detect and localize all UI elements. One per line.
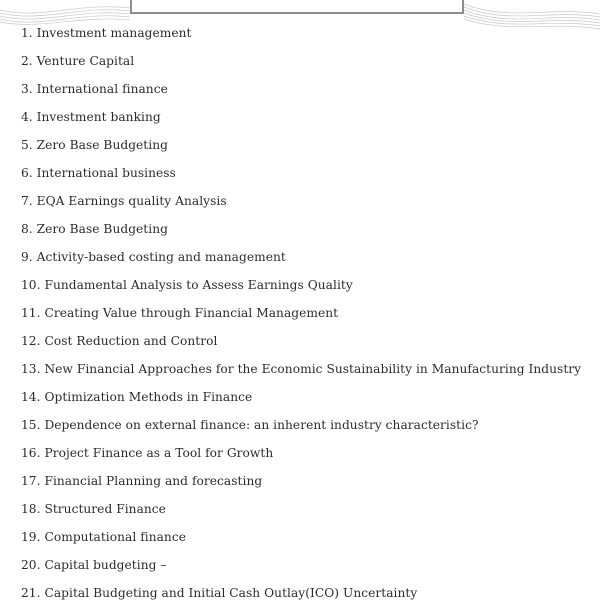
- list-item: 14. Optimization Methods in Finance: [21, 390, 253, 404]
- list-item: 12. Cost Reduction and Control: [21, 334, 218, 348]
- title-box-border: [130, 0, 464, 14]
- topic-list: [21, 24, 600, 600]
- list-item: 19. Computational finance: [21, 530, 186, 544]
- list-item: 13. New Financial Approaches for the Economic Sustainability in Manufacturing Industry: [21, 362, 582, 376]
- list-item: 17. Financial Planning and forecasting: [21, 474, 263, 488]
- list-item: 2. Venture Capital: [21, 54, 135, 68]
- list-item: 18. Structured Finance: [21, 502, 166, 516]
- list-item: 4. Investment banking: [21, 110, 161, 124]
- list-item: 11. Creating Value through Financial Management: [21, 306, 339, 320]
- list-item: 21. Capital Budgeting and Initial Cash Outlay(ICO) Uncertainty: [21, 586, 418, 600]
- list-item: 8. Zero Base Budgeting: [21, 222, 168, 236]
- list-item: 7. EQA Earnings quality Analysis: [21, 194, 227, 208]
- list-item: 20. Capital budgeting –: [21, 558, 167, 572]
- list-item: 15. Dependence on external finance: an inherent industry characteristic?: [21, 418, 479, 432]
- list-item: 9. Activity-based costing and management: [21, 250, 286, 264]
- list-item: 1. Investment management: [21, 26, 192, 40]
- list-item: 6. International business: [21, 166, 176, 180]
- list-item: 10. Fundamental Analysis to Assess Earnings Quality: [21, 278, 353, 292]
- list-item: 3. International finance: [21, 82, 168, 96]
- list-item: 16. Project Finance as a Tool for Growth: [21, 446, 274, 460]
- list-item: 5. Zero Base Budgeting: [21, 138, 168, 152]
